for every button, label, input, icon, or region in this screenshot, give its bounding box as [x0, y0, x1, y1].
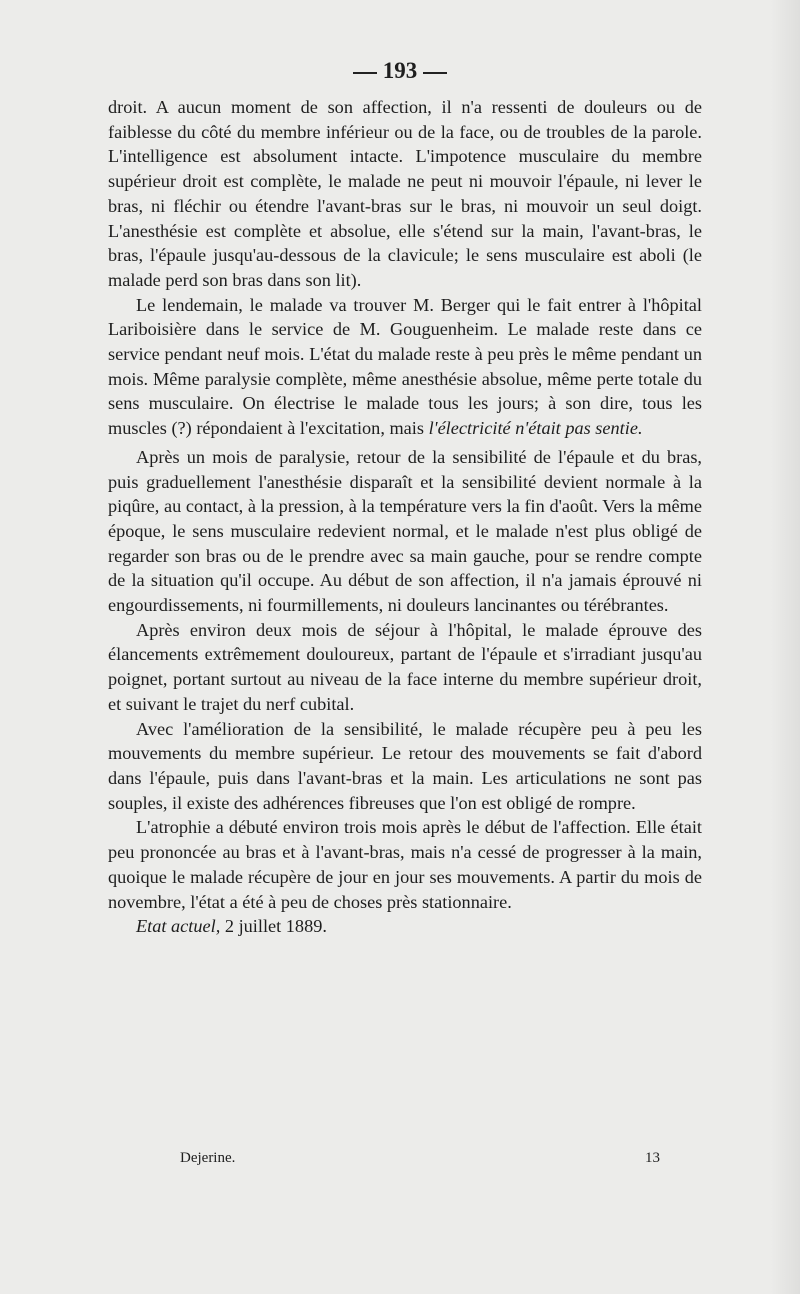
paragraph: Après un mois de paralysie, retour de la sensibilité de l'épaule et du bras, puis graduellement l'anesthésie disparaît et la sensibilité devient normale à la piqûre, au contact, à la pression, à la température vers la fin d'août. Vers la même époque, le sens musculaire redevient normal, et le malade n'est plus obligé de regarder son bras ou de le prendre avec sa main gauche, pour se rendre compte de la situation qu'il occupe. Au début de son affection, il n'a jamais éprouvé ni engourdissements, ni fourmillements, ni douleurs lancinantes ou térébrantes.	[108, 446, 702, 616]
paragraph: L'atrophie a débuté environ trois mois après le début de l'affection. Elle était peu prononcée au bras et à l'avant-bras, mais n'a cessé de progresser à la main, quoique le malade récupère de jour en jour ses mouvements. A partir du mois de novembre, l'état a été à peu de choses près stationnaire.	[108, 817, 702, 912]
page-footer	[180, 1150, 660, 1167]
signature-number: 13	[645, 1150, 660, 1166]
italic-phrase: l'électricité n'était pas sentie.	[428, 418, 643, 439]
paragraph: Le lendemain, le malade va trouver M. Berger qui le fait entrer à l'hôpital Lariboisière dans le service de M. Gouguenheim. Le malade reste dans ce service pendant neuf mois. L'état du malade reste à peu près le même pendant un mois. Même paralysie complète, même anesthésie absolue, même perte totale du sens musculaire. On électrise le malade tous les jours; à son dire, tous les muscles (?) répondaient à l'excitation, mais l'électricité n'était pas sentie.	[108, 294, 702, 439]
folio-dash-left	[353, 72, 377, 74]
paragraph: Avec l'amélioration de la sensibilité, le malade récupère peu à peu les mouvements du membre supérieur. Le retour des mouvements se fait d'abord dans l'épaule, puis dans l'avant-bras et la main. Les articulations ne sont pas souples, il existe des adhérences fibreuses que l'on est obligé de rompre.	[108, 718, 702, 813]
italic-phrase: Etat actuel,	[136, 916, 221, 937]
page-edge-shadow	[770, 0, 800, 1294]
paragraph: droit. A aucun moment de son affection, il n'a ressenti de douleurs ou de faiblesse du côté du membre inférieur ou de la face, ou de troubles de la parole. L'intelligence est absolument intacte. L'impotence musculaire du membre supérieur droit est complète, le malade ne peut ni mouvoir l'épaule, ni lever le bras, ni fléchir ou étendre l'avant-bras sur le bras, ni mouvoir un seul doigt. L'anesthésie est complète et absolue, elle s'étend sur la main, l'avant-bras, le bras, l'épaule jusqu'au-dessous de la clavicule; le sens musculaire est aboli (le malade perd son bras dans son lit).	[108, 97, 702, 290]
section-heading: Etat actuel, 2 juillet 1889.	[136, 916, 327, 937]
page-number	[0, 58, 800, 84]
paragraph: Après environ deux mois de séjour à l'hôpital, le malade éprouve des élancements extrêmement douloureux, partant de l'épaule et s'irradiant jusqu'au poignet, portant surtout au niveau de la face interne du membre supérieur droit, et suivant le trajet du nerf cubital.	[108, 619, 702, 714]
author-signature: Dejerine.	[180, 1150, 236, 1166]
body-text	[108, 95, 702, 939]
folio-dash-right	[423, 72, 447, 74]
page-number-text: 193	[382, 58, 418, 83]
